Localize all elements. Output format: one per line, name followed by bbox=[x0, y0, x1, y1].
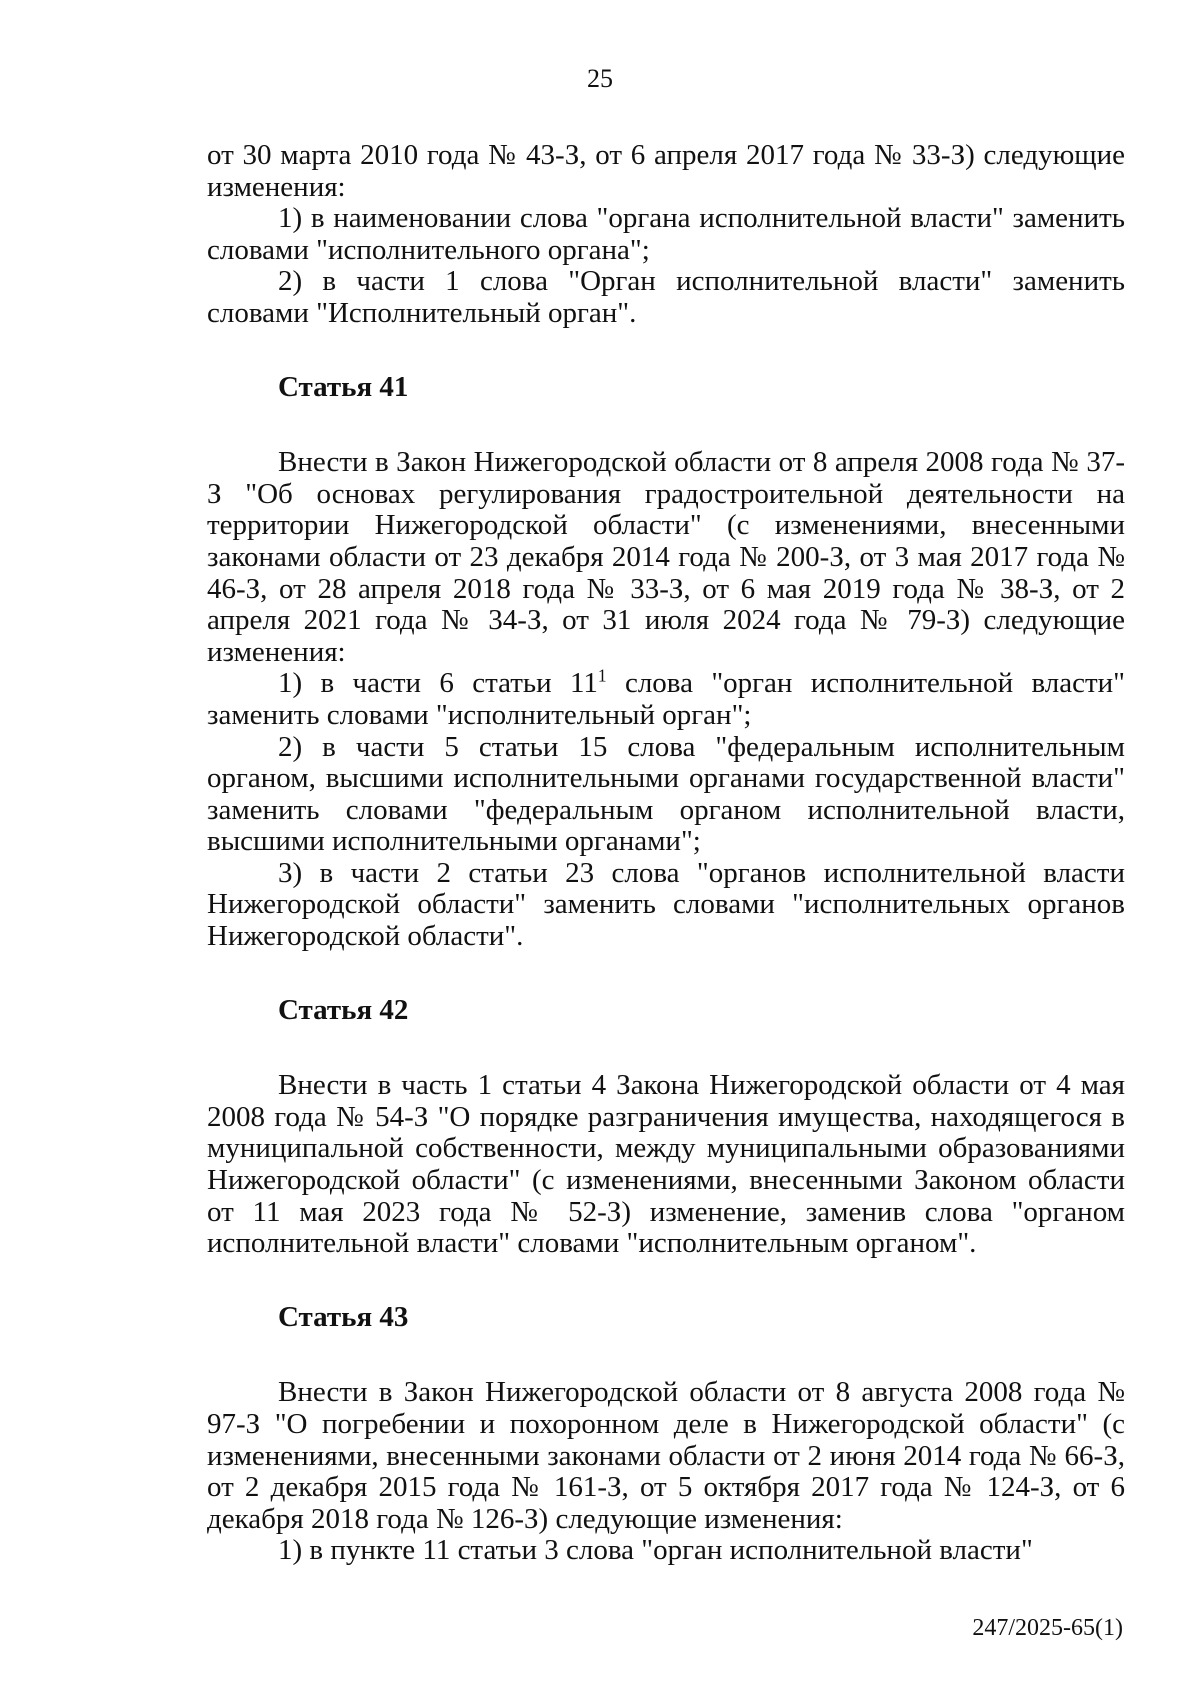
intro-item-2: 2) в части 1 слова "Орган исполнительной власти" заменить словами "Исполнительный орган". bbox=[207, 265, 1125, 329]
intro-paragraph: от 30 марта 2010 года № 43-З, от 6 апреля 2017 года № 33-З) следующие изменения: bbox=[207, 139, 1125, 203]
article-41-heading: Статья 41 bbox=[278, 370, 409, 403]
document-body bbox=[207, 140, 1125, 1567]
article-43-intro: Внести в Закон Нижегородской области от 8 августа 2008 года № 97-З "О погребении и похоронном деле в Нижегородской области" (с изменениями, внесенными законами области от 2 июня 2014 года № 66-З, от 2 декабря 2015 года № 161-З, от 5 октября 2017 года № 124-З, от 6 декабря 2018 года № 126-З) следующие изменения: bbox=[207, 1376, 1125, 1535]
article-41-intro: Внести в Закон Нижегородской области от 8 апреля 2008 года № 37-З "Об основах регулирования градостроительной деятельности на территории Нижегородской области" (с изменениями, внесенными законами области от 23 декабря 2014 года № 200-З, от 3 мая 2017 года № 46-З, от 28 апреля 2018 года № 33-З, от 6 мая 2019 года № 38-З, от 2 апреля 2021 года № 34-З, от 31 июля 2024 года № 79-З) следующие изменения: bbox=[207, 446, 1125, 668]
document-code: 247/2025-65(1) bbox=[972, 1615, 1123, 1641]
article-41-item-1-end: слова "орган исполнительной власти" заменить словами "исполнительный орган"; bbox=[207, 667, 1125, 731]
article-41-item-1-superscript: 1 bbox=[597, 665, 607, 686]
article-41-item-2: 2) в части 5 статьи 15 слова "федеральным исполнительным органом, высшими исполнительными органами государственной власти" заменить словами "федеральным органом исполнительной власти, высшими исполнительными органами"; bbox=[207, 730, 1125, 858]
intro-item-1: 1) в наименовании слова "органа исполнительной власти" заменить словами "исполнительного органа"; bbox=[207, 202, 1125, 266]
article-41-item-1 bbox=[207, 665, 1125, 731]
page-number: 25 bbox=[587, 64, 613, 93]
article-42-heading: Статья 42 bbox=[278, 993, 409, 1026]
article-42-text: Внести в часть 1 статьи 4 Закона Нижегородской области от 4 мая 2008 года № 54-З "О порядке разграничения имущества, находящегося в муниципальной собственности, между муниципальными образованиями Нижегородской области" (с изменениями, внесенными Законом области от 11 мая 2023 года № 52-З) изменение, заменив слова "органом исполнительной власти" словами "исполнительным органом". bbox=[207, 1069, 1125, 1260]
article-43-item-1: 1) в пункте 11 статьи 3 слова "орган исполнительной власти" bbox=[278, 1534, 1033, 1567]
article-41-item-1-start: 1) в части 6 статьи 11 bbox=[278, 667, 598, 700]
article-43-heading: Статья 43 bbox=[278, 1300, 409, 1333]
article-41-item-3: 3) в части 2 статьи 23 слова "органов исполнительной власти Нижегородской области" заменить словами "исполнительных органов Нижегородской области". bbox=[207, 856, 1125, 953]
